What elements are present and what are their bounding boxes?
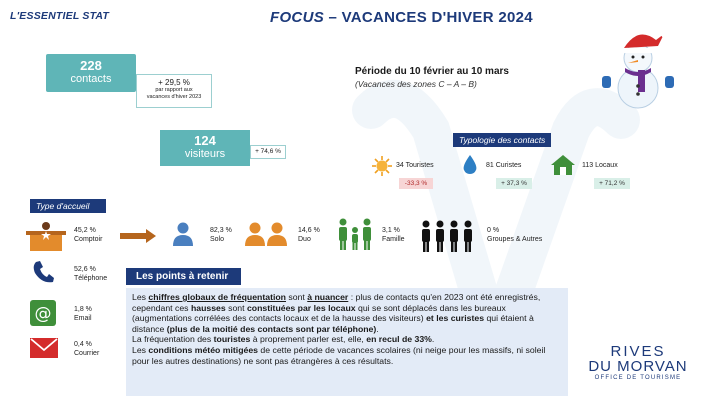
period-dates: Période du 10 février au 10 mars	[355, 66, 509, 77]
period-block	[355, 66, 509, 89]
group-duo: 14,6 % Duo	[298, 227, 320, 243]
groups-icon	[420, 220, 474, 252]
duo-icon	[244, 222, 288, 246]
typology-curists-delta: + 37,3 %	[496, 178, 532, 189]
typology-locals-delta: + 71,2 %	[594, 178, 630, 189]
group-others: 0 % Groupes & Autres	[487, 227, 543, 243]
contacts-delta: + 29,5 %	[158, 78, 190, 87]
page-title: FOCUS – VACANCES D'HIVER 2024	[270, 9, 533, 26]
visitors-box	[160, 130, 250, 166]
group-family: 3,1 % Famille	[382, 227, 405, 243]
logo-line-3: OFFICE DE TOURISME	[594, 375, 682, 381]
logo-line-2: DU MORVAN	[588, 358, 688, 375]
visitors-value: 124	[194, 133, 216, 148]
email-icon	[30, 300, 56, 326]
group-solo: 82,3 % Solo	[210, 227, 232, 243]
typology-tourists-delta: -33,3 %	[399, 178, 433, 189]
family-icon	[336, 218, 374, 250]
typology-locals: 113 Locaux	[582, 162, 618, 169]
solo-icon	[172, 222, 194, 246]
phone-icon	[32, 260, 54, 284]
snowman-illustration	[598, 22, 680, 110]
period-zones: (Vacances des zones C – A – B)	[355, 79, 477, 89]
typology-label: Typologie des contacts	[453, 133, 551, 147]
reception-email: 1,8 % Email	[74, 306, 92, 322]
contacts-box	[46, 54, 136, 92]
logo	[578, 345, 698, 381]
key-points-title: Les points à retenir	[126, 268, 241, 285]
home-icon	[551, 155, 575, 175]
arrow-icon	[120, 229, 156, 243]
visitors-label: visiteurs	[184, 148, 226, 160]
mail-icon	[30, 338, 58, 358]
logo-line-1: RIVES	[610, 343, 666, 360]
sun-icon	[372, 156, 392, 176]
counter-icon	[26, 221, 66, 251]
visitors-delta-box	[250, 145, 286, 159]
contacts-label: contacts	[70, 73, 112, 85]
contacts-delta-note: par rapport aux	[155, 87, 193, 93]
contacts-value: 228	[80, 58, 102, 73]
water-drop-icon	[462, 155, 478, 176]
contacts-delta-box	[136, 74, 212, 108]
svg-text:@: @	[34, 304, 52, 324]
contacts-delta-note-2: vacances d'hiver 2023	[146, 94, 202, 100]
reception-label: Type d'accueil	[30, 199, 106, 213]
typology-tourists: 34 Touristes	[396, 162, 434, 169]
key-points-text: Les chiffres globaux de fréquentation sont à nuancer : plus de contacts qu'en 2023 ont été enregistrés, cependant ces hausses sont constituées par les locaux qui se sont déplacés dans les bureaux (augmentations corrélées des contacts locaux et de la hausse des visiteurs) et les curistes qui étaient à distance (plus de la moitié des contacts sont par téléphone). La fréquentation des touristes à proprement parler est, elle, en recul de 33%. Les conditions météo mitigées de cette période de vacances scolaires (ni neige pour les massifs, ni soleil pour les autres destinations) ne sont pas étrangères à ces résultats.	[126, 288, 568, 396]
typology-curists: 81 Curistes	[486, 162, 522, 169]
reception-phone: 52,6 % Téléphone	[74, 266, 108, 282]
reception-mail: 0,4 % Courrier	[74, 341, 100, 357]
brand-title: L'ESSENTIEL STAT	[10, 10, 110, 22]
visitors-delta: + 74,6 %	[255, 148, 281, 155]
reception-counter: 45,2 % Comptoir	[74, 227, 103, 243]
